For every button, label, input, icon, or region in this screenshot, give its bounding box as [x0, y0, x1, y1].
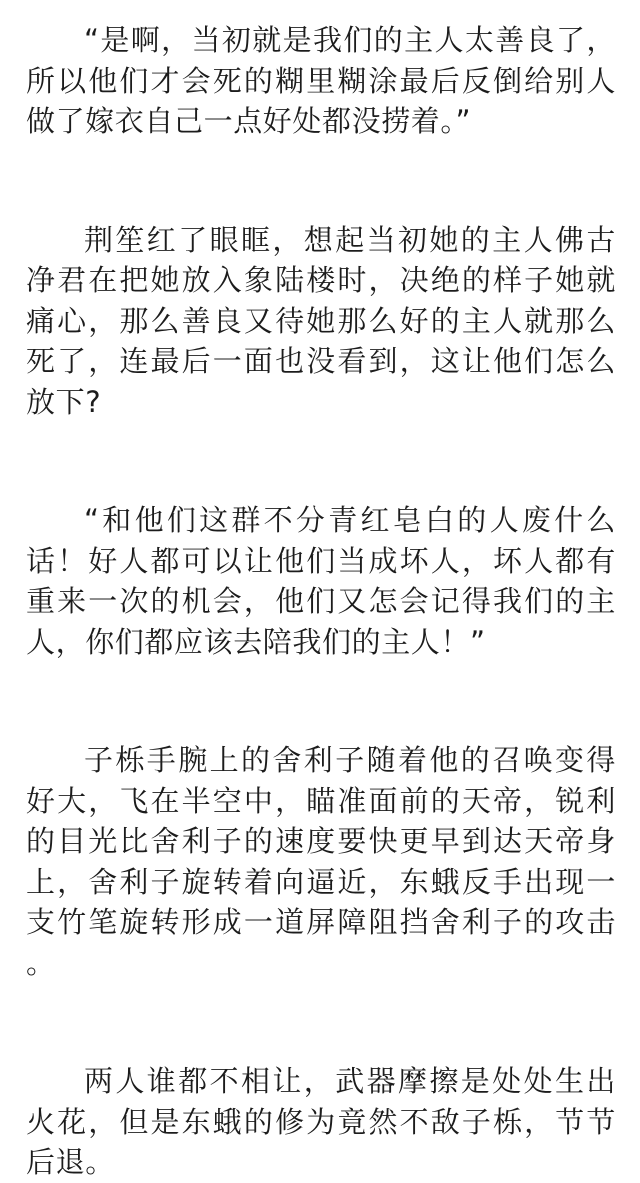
article-body [26, 20, 616, 1183]
paragraph: “和他们这群不分青红皂白的人废什么话！好人都可以让他们当成坏人，坏人都有重来一次的机会，他们又怎会记得我们的主人，你们都应该去陪我们的主人！” [26, 503, 616, 659]
paragraph: 荆笙红了眼眶，想起当初她的主人佛古净君在把她放入象陆楼时，决绝的样子她就痛心，那么善良又待她那么好的主人就那么死了，连最后一面也没看到，这让他们怎么放下? [26, 222, 616, 419]
paragraph: 两人谁都不相让，武器摩擦是处处生出火花，但是东蛾的修为竟然不敌子栎，节节后退。 [26, 1064, 616, 1179]
paragraph: “是啊，当初就是我们的主人太善良了，所以他们才会死的糊里糊涂最后反倒给别人做了嫁衣自己一点好处都没捞着。” [26, 23, 616, 138]
paragraph: 子栎手腕上的舍利子随着他的召唤变得好大，飞在半空中，瞄准面前的天帝，锐利的目光比舍利子的速度要快更早到达天帝身上，舍利子旋转着向逼近，东蛾反手出现一支竹笔旋转形成一道屏障阻挡舍利子的攻击 。 [26, 743, 616, 980]
